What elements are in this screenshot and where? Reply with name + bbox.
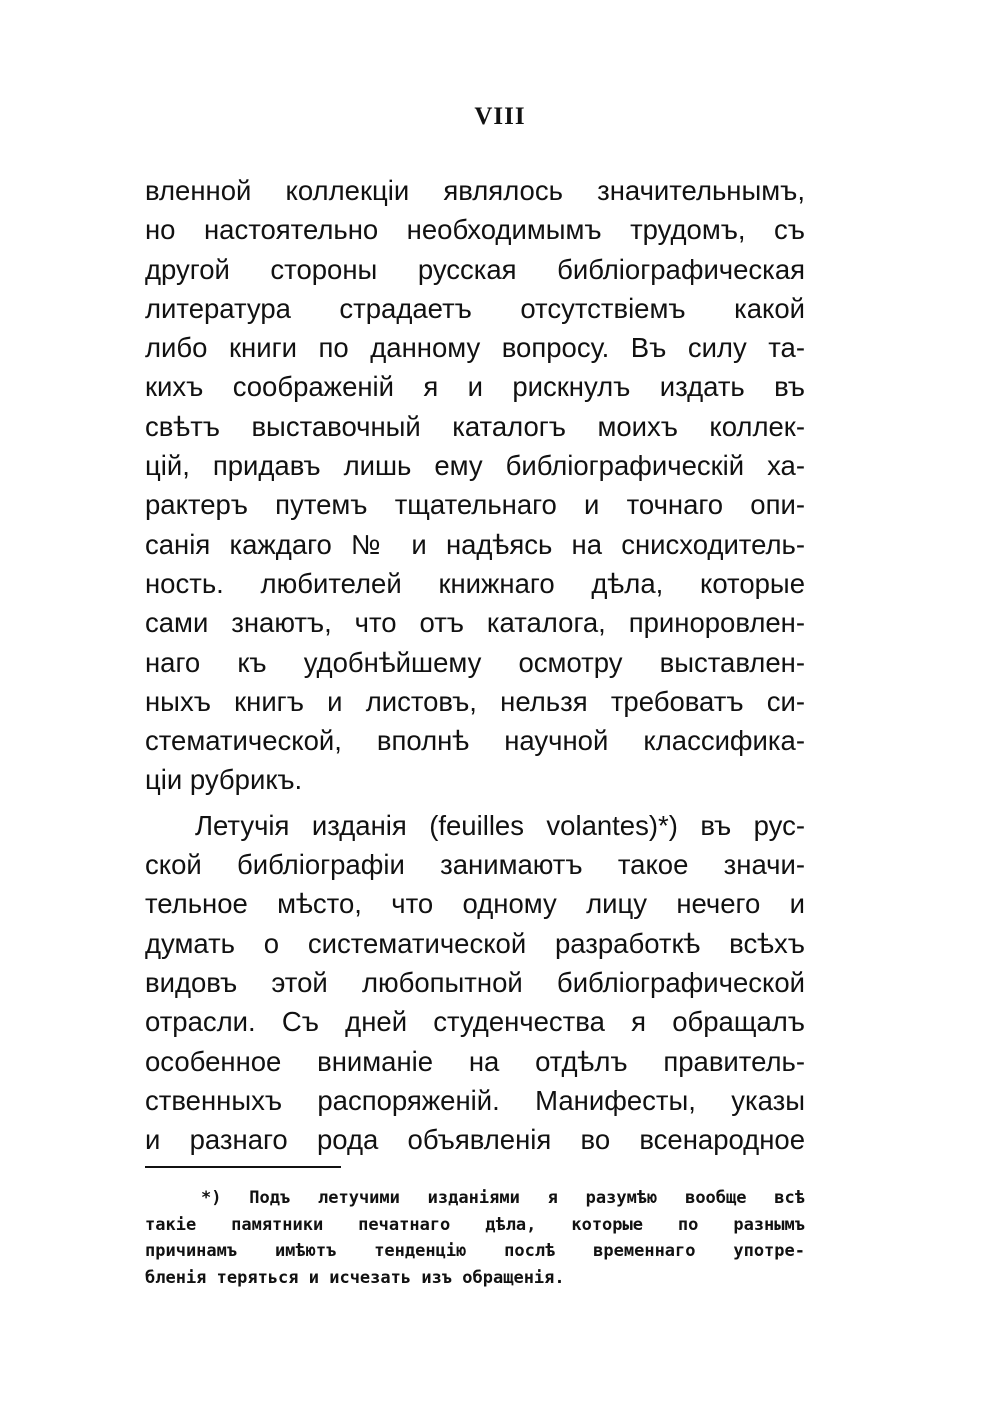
text-line: ской библіографіи занимаютъ такое значи- bbox=[145, 849, 805, 881]
text-line: вленной коллекціи являлось значительнымъ, bbox=[145, 175, 805, 206]
text-line: свѣтъ выставочный каталогъ моихъ коллек- bbox=[145, 410, 805, 442]
text-line: санія каждаго № и надѣясь на снисходитель- bbox=[145, 528, 805, 560]
text-line: ность. любителей книжнаго дѣла, которые bbox=[145, 567, 805, 599]
footnote-separator bbox=[145, 1166, 341, 1168]
footnote-line: причинамъ имѣютъ тенденцію послѣ временнаго употре- bbox=[145, 1241, 805, 1262]
footnote-line: бленія теряться и исчезать изъ обращенія. bbox=[145, 1268, 565, 1289]
text-line: особенное вниманіе на отдѣлъ правитель- bbox=[145, 1045, 805, 1077]
text-line: кихъ соображеній я и рискнулъ издать въ bbox=[145, 371, 805, 403]
text-line: Летучія изданія (feuilles volantes)*) въ рус- bbox=[195, 809, 805, 841]
text-line: другой стороны русская библіографическая bbox=[145, 253, 805, 285]
footnote-line: такіе памятники печатнаго дѣла, которые по разнымъ bbox=[145, 1214, 805, 1235]
text-line: стематической, вполнѣ научной классифика- bbox=[145, 725, 805, 757]
main-text bbox=[145, 171, 805, 1159]
text-line: рактеръ путемъ тщательнаго и точнаго опи- bbox=[145, 489, 805, 521]
text-line: ныхъ книгъ и листовъ, нельзя требоватъ си- bbox=[145, 685, 805, 717]
text-line: наго къ удобнѣйшему осмотру выставлен- bbox=[145, 646, 805, 678]
text-line: литература страдаетъ отсутствіемъ какой bbox=[145, 292, 805, 324]
text-line: думать о систематической разработкѣ всѣхъ bbox=[145, 927, 805, 959]
footnote-line: *) Подъ летучими изданіями я разумѣю вообще всѣ bbox=[201, 1188, 805, 1208]
text-line: сами знаютъ, что отъ каталога, приноровлен- bbox=[145, 607, 805, 639]
text-line: либо книги по данному вопросу. Въ силу та- bbox=[145, 332, 805, 364]
text-line: тельное мѣсто, что одному лицу нечего и bbox=[145, 888, 805, 920]
page-number: VIII bbox=[474, 103, 526, 130]
text-line: но настоятельно необходимымъ трудомъ, съ bbox=[145, 214, 805, 246]
text-line: и разнаго рода объявленія во всенародное bbox=[145, 1124, 805, 1156]
text-line: цій, придавъ лишь ему библіографическій ха- bbox=[145, 450, 805, 482]
text-line: ственныхъ распоряженій. Манифесты, указы bbox=[145, 1084, 805, 1116]
text-line: видовъ этой любопытной библіографической bbox=[145, 966, 805, 998]
text-line: отрасли. Съ дней студенчества я обращалъ bbox=[145, 1006, 805, 1038]
text-line: ціи рубрикъ. bbox=[145, 764, 303, 796]
footnote bbox=[145, 1185, 805, 1292]
